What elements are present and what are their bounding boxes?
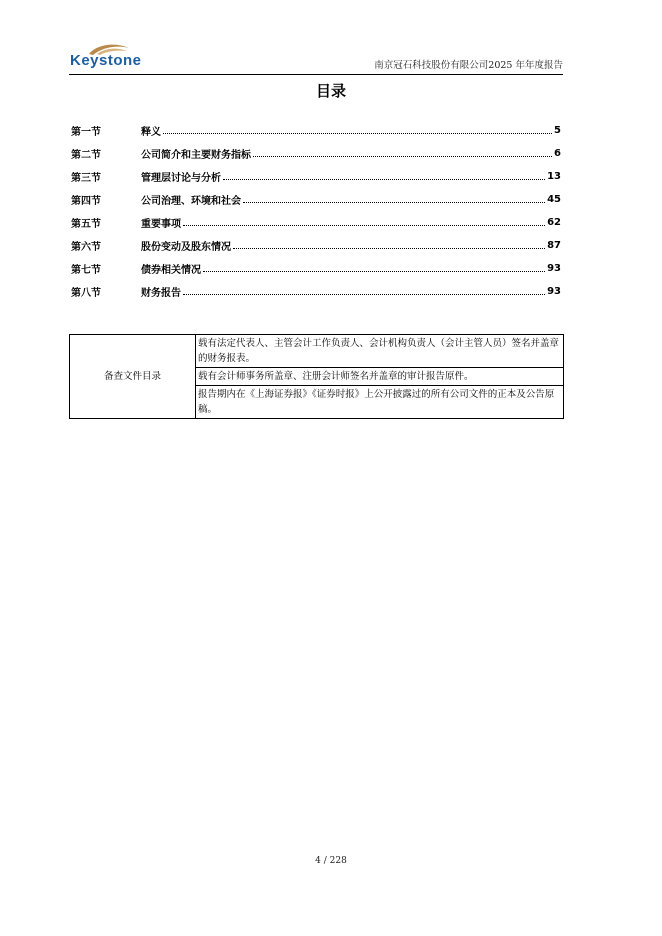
toc-entry[interactable] [71, 119, 561, 142]
toc-section-title: 管理层讨论与分析 [141, 173, 221, 184]
toc-entry[interactable] [71, 257, 561, 280]
toc-leader-dots [233, 248, 545, 249]
toc-section-number: 第四节 [71, 196, 101, 207]
page-header [69, 42, 563, 75]
toc-section-title: 释义 [141, 127, 161, 138]
toc-leader-dots [203, 271, 545, 272]
table-of-contents [71, 119, 561, 303]
toc-page-number: 87 [547, 240, 561, 251]
toc-section-number: 第一节 [71, 127, 101, 138]
reference-documents-table [69, 334, 564, 419]
toc-leader-dots [223, 179, 545, 180]
company-logo [69, 42, 142, 72]
toc-leader-dots [163, 133, 552, 134]
toc-section-title: 重要事项 [141, 219, 181, 230]
logo-text: Keystone [70, 52, 142, 69]
toc-section-title: 债券相关情况 [141, 265, 201, 276]
reference-document-item: 载有会计师事务所盖章、注册会计师签名并盖章的审计报告原件。 [196, 368, 564, 386]
toc-leader-dots [243, 202, 545, 203]
toc-section-number: 第三节 [71, 173, 101, 184]
toc-section-number: 第五节 [71, 219, 101, 230]
toc-section-title: 财务报告 [141, 288, 181, 299]
toc-entry[interactable] [71, 211, 561, 234]
toc-section-number: 第六节 [71, 242, 101, 253]
toc-page-number: 13 [547, 171, 561, 182]
toc-entry[interactable] [71, 188, 561, 211]
toc-section-title: 股份变动及股东情况 [141, 242, 231, 253]
toc-leader-dots [183, 294, 545, 295]
toc-section-title: 公司治理、环境和社会 [141, 196, 241, 207]
toc-section-title: 公司简介和主要财务指标 [141, 150, 251, 161]
reference-documents-heading: 备查文件目录 [70, 335, 196, 419]
toc-entry[interactable] [71, 234, 561, 257]
toc-heading: 目录 [315, 82, 346, 100]
toc-entry[interactable] [71, 142, 561, 165]
toc-entry[interactable] [71, 165, 561, 188]
table-row [70, 335, 564, 368]
report-title: 南京冠石科技股份有限公司2025 年年度报告 [374, 60, 563, 71]
page-number-footer: 4 / 228 [315, 856, 347, 866]
toc-page-number: 45 [547, 194, 561, 205]
toc-page-number: 62 [547, 217, 561, 228]
toc-page-number: 6 [554, 148, 561, 159]
reference-document-item: 报告期内在《上海证券报》《证券时报》上公开披露过的所有公司文件的正本及公告原稿。 [196, 386, 564, 419]
toc-page-number: 93 [547, 263, 561, 274]
toc-entry[interactable] [71, 280, 561, 303]
toc-page-number: 5 [554, 125, 561, 136]
toc-leader-dots [253, 156, 552, 157]
toc-page-number: 93 [547, 286, 561, 297]
toc-section-number: 第八节 [71, 288, 101, 299]
toc-leader-dots [183, 225, 545, 226]
toc-section-number: 第七节 [71, 265, 101, 276]
reference-document-item: 载有法定代表人、主管会计工作负责人、会计机构负责人（会计主管人员）签名并盖章的财务报表。 [196, 335, 564, 368]
toc-section-number: 第二节 [71, 150, 101, 161]
